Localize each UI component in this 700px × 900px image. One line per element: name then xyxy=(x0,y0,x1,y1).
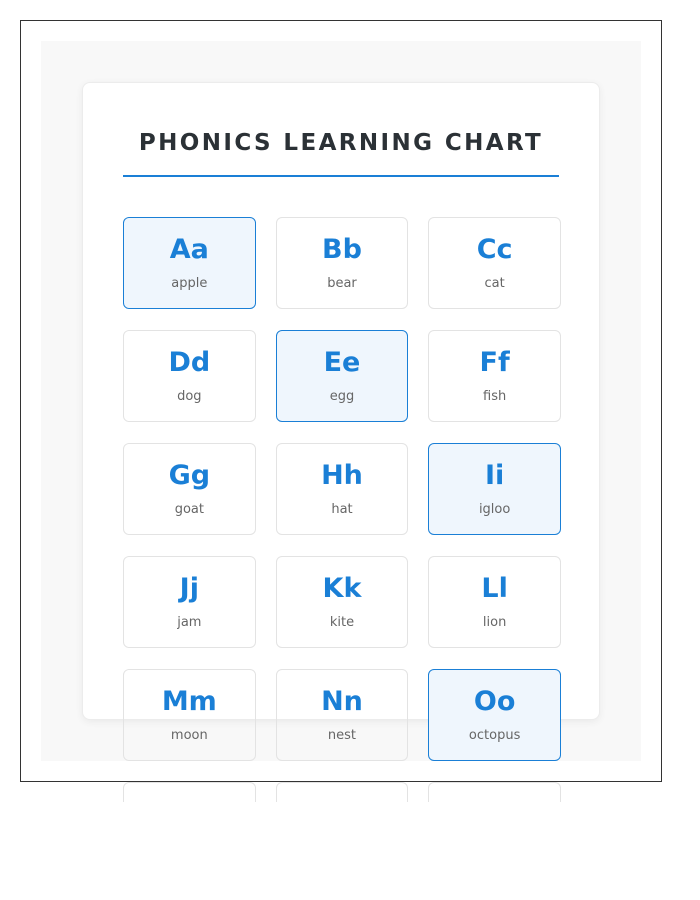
tile-word: goat xyxy=(174,502,204,517)
letter-tile-l[interactable] xyxy=(428,556,561,648)
tile-letter: Nn xyxy=(321,686,363,717)
tile-letter: Ee xyxy=(323,347,361,378)
letter-tile-d[interactable] xyxy=(123,330,256,422)
letter-tile-clipped[interactable] xyxy=(428,782,561,802)
tile-word: hat xyxy=(331,502,353,517)
tile-letter: Hh xyxy=(321,460,363,491)
tile-letter: Ii xyxy=(484,460,505,491)
letter-grid xyxy=(123,217,559,802)
tile-letter: Mm xyxy=(161,686,217,717)
letter-tile-k[interactable] xyxy=(276,556,409,648)
letter-tile-g[interactable] xyxy=(123,443,256,535)
tile-letter: Ff xyxy=(479,347,510,378)
tile-word: moon xyxy=(170,728,208,743)
tile-word: dog xyxy=(177,389,202,404)
tile-letter: Jj xyxy=(179,573,199,604)
tile-word: egg xyxy=(329,389,355,404)
letter-tile-j[interactable] xyxy=(123,556,256,648)
tile-letter: Dd xyxy=(168,347,211,378)
page-title: PHONICS LEARNING CHART xyxy=(138,130,544,156)
tile-word: bear xyxy=(327,276,357,291)
tile-word: cat xyxy=(484,276,505,291)
tile-word: jam xyxy=(177,615,202,630)
letter-tile-a[interactable] xyxy=(123,217,256,309)
tile-word: nest xyxy=(327,728,357,743)
tile-letter: Cc xyxy=(476,234,513,265)
letter-tile-i[interactable] xyxy=(428,443,561,535)
letter-tile-c[interactable] xyxy=(428,217,561,309)
tile-letter: Kk xyxy=(322,573,362,604)
phonics-card xyxy=(82,82,600,743)
tile-word: lion xyxy=(482,615,507,630)
chart-stage xyxy=(41,41,641,761)
letter-tile-f[interactable] xyxy=(428,330,561,422)
letter-tile-b[interactable] xyxy=(276,217,409,309)
tile-word: igloo xyxy=(478,502,511,517)
letter-tile-n[interactable] xyxy=(276,669,409,761)
letter-tile-h[interactable] xyxy=(276,443,409,535)
tile-word: apple xyxy=(171,276,208,291)
tile-word: fish xyxy=(483,389,507,404)
title-underline xyxy=(123,175,559,177)
tile-letter: Gg xyxy=(168,460,211,491)
tile-letter: Ll xyxy=(481,573,508,604)
tile-letter: Bb xyxy=(322,234,362,265)
page-frame xyxy=(20,20,662,782)
tile-letter: Aa xyxy=(169,234,209,265)
tile-letter: Oo xyxy=(473,686,516,717)
letter-tile-e[interactable] xyxy=(276,330,409,422)
tile-word: kite xyxy=(329,615,355,630)
letter-tile-m[interactable] xyxy=(123,669,256,761)
tile-word: octopus xyxy=(468,728,521,743)
letter-tile-clipped[interactable] xyxy=(123,782,256,802)
letter-tile-o[interactable] xyxy=(428,669,561,761)
letter-tile-clipped[interactable] xyxy=(276,782,409,802)
